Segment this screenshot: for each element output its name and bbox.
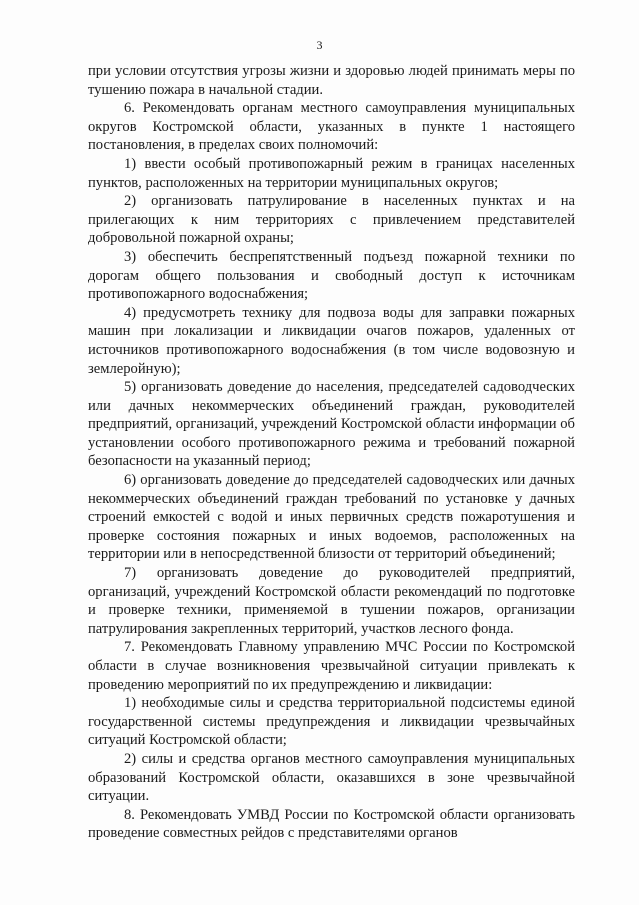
paragraph-item-7-1: 1) необходимые силы и средства территориальной подсистемы единой государственной системы предупреждения и ликвидации чрезвычайных ситуаций Костромской области; (88, 695, 575, 749)
paragraph-item-6-7: 7) организовать доведение до руководителей предприятий, организаций, учреждений Костромской области рекомендаций по подготовке и проверке техники, применяемой в тушении пожаров, организации патрулирования закрепленных территорий, участков лесного фонда. (88, 565, 575, 637)
paragraph-item-6-6: 6) организовать доведение до председателей садоводческих или дачных некоммерческих объединений граждан требований по установке у дачных строений емкостей с водой и иных первичных средств пожаротушения и проверке состояния пожарных и иных водоемов, расположенных на территории или в непосредственной близости от территорий объединений; (88, 472, 575, 563)
paragraph-item-6-1: 1) ввести особый противопожарный режим в границах населенных пунктов, расположенных на территории муниципальных округов; (88, 155, 575, 191)
paragraph-item-6-2: 2) организовать патрулирование в населенных пунктах и на прилегающих к ним территориях с привлечением представителей добровольной пожарной охраны; (88, 193, 575, 247)
paragraph-item-6-4: 4) предусмотреть технику для подвоза воды для заправки пожарных машин при локализации и ликвидации очагов пожаров, удаленных от источников противопожарного водоснабжения (в том числе водовозную и землеройную); (88, 304, 575, 377)
paragraph-item-8: 8. Рекомендовать УМВД России по Костромской области организовать проведение совместных рейдов с представителями органов (88, 806, 575, 842)
paragraph-item-7-2: 2) силы и средства органов местного самоуправления муниципальных образований Костромской области, оказавшихся в зоне чрезвычайной ситуации. (88, 750, 575, 805)
paragraph-item-6-5: 5) организовать доведение до населения, председателей садоводческих или дачных некоммерческих объединений граждан, руководителей предприятий, организаций, учреждений Костромской области информации об установлении особого противопожарного режима и требований пожарной безопасности на указанный период; (88, 379, 575, 470)
document-body (88, 62, 575, 843)
paragraph-item-6-3: 3) обеспечить беспрепятственный подъезд пожарной техники по дорогам общего пользования и свободный доступ к источникам противопожарного водоснабжения; (88, 248, 575, 303)
paragraph-item-6: 6. Рекомендовать органам местного самоуправления муниципальных округов Костромской области, указанных в пункте 1 настоящего постановления, в пределах своих полномочий: (88, 100, 575, 154)
page-number: 3 (316, 38, 323, 52)
paragraph-item-7: 7. Рекомендовать Главному управлению МЧС России по Костромской области в случае возникновения чрезвычайной ситуации привлекать к проведению мероприятий по их предупреждению и ликвидации: (88, 639, 575, 693)
paragraph-fire-measures-continuation: при условии отсутствия угрозы жизни и здоровью людей принимать меры по тушению пожара в начальной стадии. (88, 63, 575, 98)
